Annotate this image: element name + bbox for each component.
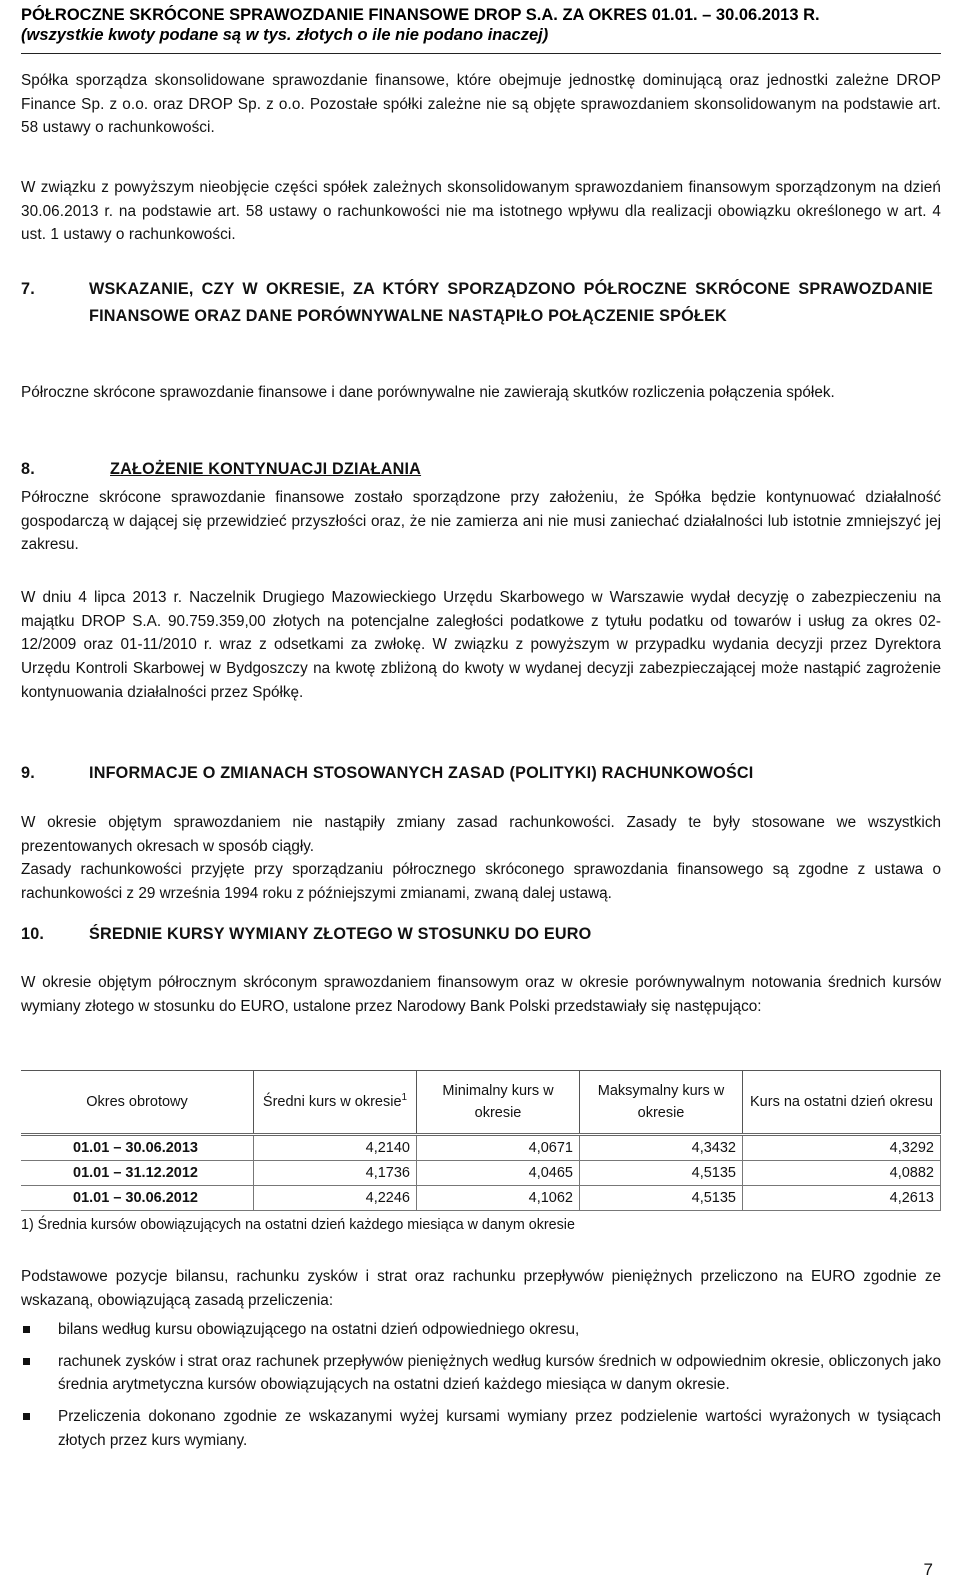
header-last-day: Kurs na ostatni dzień okresu	[743, 1071, 941, 1135]
exchange-rates-table	[21, 1070, 941, 1211]
row-minimum: 4,0465	[417, 1161, 580, 1186]
row-period: 01.01 – 31.12.2012	[21, 1161, 254, 1186]
row-last-day: 4,2613	[743, 1186, 941, 1211]
bullet-square-icon	[23, 1358, 30, 1365]
section-9-paragraph-1: W okresie objętym sprawozdaniem nie nastąpiły zmiany zasad rachunkowości. Zasady te były stosowane we wszystkich prezentowanych okresach w sposób ciągły.	[21, 814, 941, 855]
bullet-square-icon	[23, 1413, 30, 1420]
section-7-heading	[21, 276, 941, 360]
list-item	[21, 1318, 941, 1342]
section-7-number: 7.	[21, 280, 35, 298]
list-item	[21, 1350, 941, 1397]
row-minimum: 4,1062	[417, 1186, 580, 1211]
header-divider	[21, 53, 941, 54]
section-10-number: 10.	[21, 925, 45, 943]
section-8-paragraph-2: W dniu 4 lipca 2013 r. Naczelnik Drugiego Mazowieckiego Urzędu Skarbowego w Warszawie wydał decyzję o zabezpieczeniu na majątku DROP S.A. 90.759.359,00 złotych na potencjalne zaległości podatkowe z tytułu podatku od towarów i usług za okres 02-12/2009 oraz 01-11/2010 r. wraz z odsetkami za zwłokę. W związku z powyższym w przypadku wydania decyzji przez Dyrektora Urzędu Kontroli Skarbowej w Bydgoszczy na kwotę zbliżoną do kwoty w wydanej decyzji zabezpieczającej może nastąpić zagrożenie kontynuowania działalności przez Spółkę.	[21, 589, 941, 701]
bullet-square-icon	[23, 1326, 30, 1333]
document-page	[21, 0, 941, 1594]
section-7-body: Półroczne skrócone sprawozdanie finansowe i dane porównywalne nie zawierają skutków rozliczenia połączenia spółek.	[21, 384, 835, 401]
row-maximum: 4,3432	[580, 1135, 743, 1161]
row-maximum: 4,5135	[580, 1186, 743, 1211]
row-average: 4,2246	[254, 1186, 417, 1211]
table-header-row	[21, 1071, 941, 1135]
section-9-number: 9.	[21, 764, 35, 782]
row-maximum: 4,5135	[580, 1161, 743, 1186]
header-average-label: Średni kurs w okresie	[262, 1094, 402, 1110]
header-average	[254, 1071, 417, 1135]
section-9-paragraph-2: Zasady rachunkowości przyjęte przy sporządzaniu półrocznego skróconego sprawozdania finansowego są zgodne z ustawa o rachunkowości z 29 września 1994 roku z późniejszymi zmianami, zwaną dalej ustawą.	[21, 861, 941, 902]
list-item-text: bilans według kursu obowiązującego na ostatni dzień odpowiedniego okresu,	[58, 1321, 580, 1338]
list-item-text: Przeliczenia dokonano zgodnie ze wskazanymi wyżej kursami wymiany przez podzielenie wartości wyrażonych w tysiącach złotych przez kurs wymiany.	[58, 1408, 941, 1449]
section-7-title: WSKAZANIE, CZY W OKRESIE, ZA KTÓRY SPORZĄDZONO PÓŁROCZNE SKRÓCONE SPRAWOZDANIE FINANSOWE ORAZ DANE PORÓWNYWALNE NASTĄPIŁO POŁĄCZENIE SPÓŁEK	[89, 280, 933, 325]
table-footnote: 1) Średnia kursów obowiązujących na ostatni dzień każdego miesiąca w danym okresie	[21, 1217, 575, 1233]
list-item-text: rachunek zysków i strat oraz rachunek przepływów pieniężnych według kursów średnich w odpowiednim okresie, obliczonych jako średnia arytmetyczna kursów obowiązujących na ostatni dzień każdego miesiąca w danym okresie.	[58, 1352, 941, 1394]
row-last-day: 4,0882	[743, 1161, 941, 1186]
section-9-title: INFORMACJE O ZMIANACH STOSOWANYCH ZASAD (POLITYKI) RACHUNKOWOŚCI	[89, 764, 754, 782]
section-8-number: 8.	[21, 460, 35, 478]
section-10-paragraph: W okresie objętym półrocznym skróconym sprawozdaniem finansowym oraz w okresie porównywalnym notowania średnich kursów wymiany złotego w stosunku do EURO, ustalone przez Narodowy Bank Polski przedstawiały się następująco:	[21, 974, 941, 1015]
footnote-marker: 1	[401, 1092, 408, 1104]
section-10-heading	[21, 921, 941, 948]
conversion-intro: Podstawowe pozycje bilansu, rachunku zysków i strat oraz rachunku przepływów pieniężnych przeliczono na EURO zgodnie ze wskazaną, obowiązującą zasadą przeliczenia:	[21, 1268, 941, 1309]
header-maximum: Maksymalny kurs w okresie	[580, 1071, 743, 1135]
header-title: PÓŁROCZNE SKRÓCONE SPRAWOZDANIE FINANSOWE DROP S.A. ZA OKRES 01.01. – 30.06.2013 R.	[21, 6, 820, 24]
header-minimum: Minimalny kurs w okresie	[417, 1071, 580, 1135]
table-row	[21, 1135, 941, 1161]
page-number: 7	[923, 1560, 933, 1579]
conversion-rules-list	[21, 1318, 941, 1461]
section-8-title: ZAŁOŻENIE KONTYNUACJI DZIAŁANIA	[110, 460, 422, 478]
table-row	[21, 1161, 941, 1186]
section-8-paragraph-1: Półroczne skrócone sprawozdanie finansowe zostało sporządzone przy założeniu, że Spółka będzie kontynuować działalność gospodarczą w dającej się przewidzieć przyszłości oraz, że nie zamierza ani nie musi zaniechać działalności lub istotnie zmniejszyć jej zakresu.	[21, 489, 941, 554]
row-period: 01.01 – 30.06.2013	[21, 1135, 254, 1161]
section-9-heading	[21, 760, 941, 787]
intro-paragraph-2: W związku z powyższym nieobjęcie części spółek zależnych skonsolidowanym sprawozdaniem finansowym sporządzonym na dzień 30.06.2013 r. na podstawie art. 58 ustawy o rachunkowości nie ma istotnego wpływu dla realizacji obowiązku określonego w art. 4 ust. 1 ustawy o rachunkowości.	[21, 179, 941, 244]
row-average: 4,2140	[254, 1135, 417, 1161]
report-header	[21, 5, 820, 45]
table-row	[21, 1186, 941, 1211]
row-average: 4,1736	[254, 1161, 417, 1186]
header-period: Okres obrotowy	[21, 1071, 254, 1135]
list-item	[21, 1405, 941, 1452]
row-last-day: 4,3292	[743, 1135, 941, 1161]
section-10-title: ŚREDNIE KURSY WYMIANY ZŁOTEGO W STOSUNKU DO EURO	[89, 925, 592, 943]
row-period: 01.01 – 30.06.2012	[21, 1186, 254, 1211]
section-8-heading	[21, 456, 941, 483]
intro-paragraph-1: Spółka sporządza skonsolidowane sprawozdanie finansowe, które obejmuje jednostkę dominującą oraz jednostki zależne DROP Finance Sp. z o.o. oraz DROP Sp. z o.o. Pozostałe spółki zależne nie są objęte sprawozdaniem skonsolidowanym na podstawie art. 58 ustawy o rachunkowości.	[21, 72, 941, 137]
row-minimum: 4,0671	[417, 1135, 580, 1161]
header-subtitle: (wszystkie kwoty podane są w tys. złotych o ile nie podano inaczej)	[21, 26, 549, 44]
